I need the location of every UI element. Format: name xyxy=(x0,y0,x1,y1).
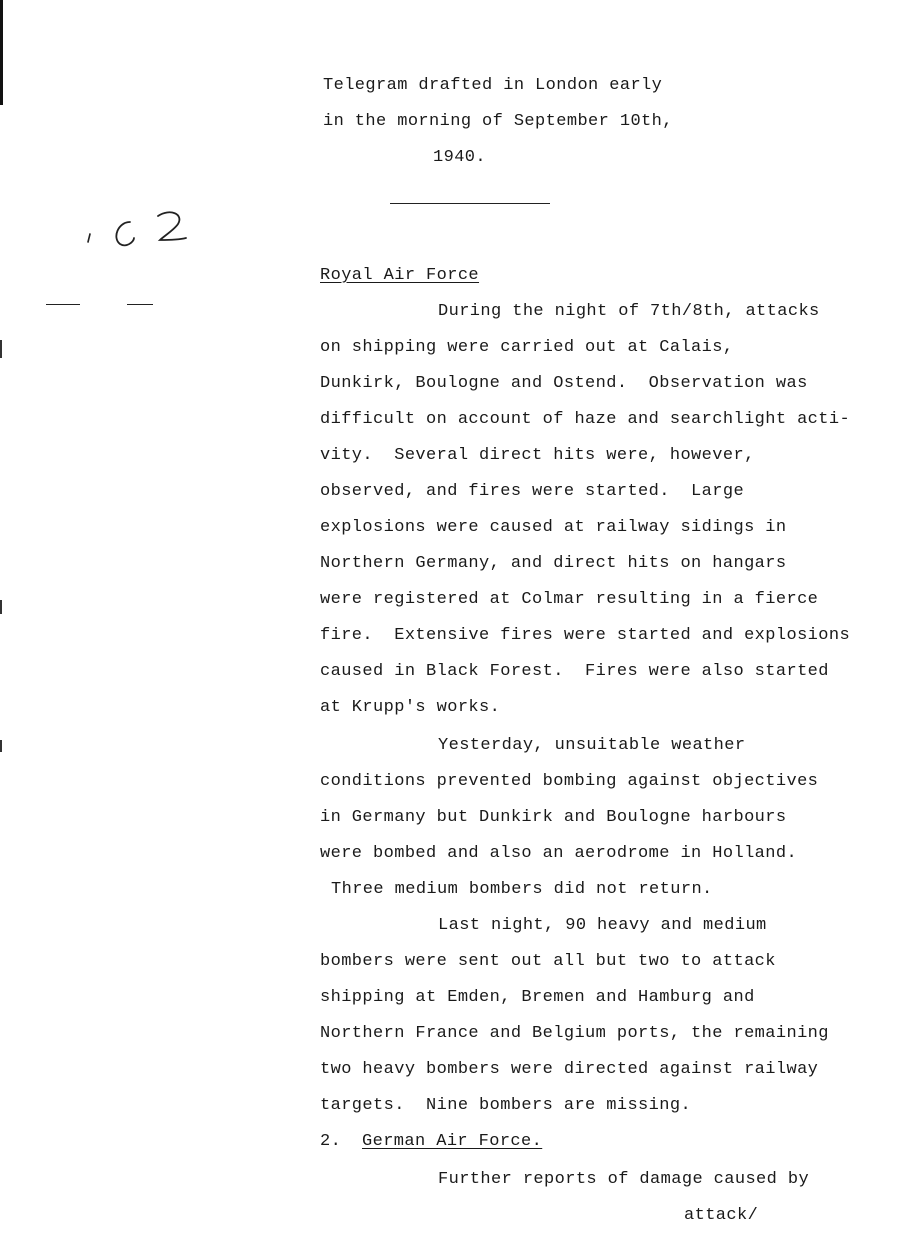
paragraph-line: Three medium bombers did not return. xyxy=(331,880,713,899)
paragraph-line: bombers were sent out all but two to attack xyxy=(320,952,776,971)
paragraph-line: Northern France and Belgium ports, the remaining xyxy=(320,1024,829,1043)
header-line-2: in the morning of September 10th, xyxy=(323,112,673,131)
paragraph-line: were registered at Colmar resulting in a fierce xyxy=(320,590,819,609)
paragraph-line: were bombed and also an aerodrome in Holland. xyxy=(320,844,798,863)
paragraph-line: at Krupp's works. xyxy=(320,698,501,717)
paragraph-line: Northern Germany, and direct hits on hangars xyxy=(320,554,787,573)
page-edge-mark xyxy=(0,740,2,752)
header-line-3: 1940. xyxy=(433,148,487,167)
header-divider xyxy=(390,203,550,204)
paragraph-line: targets. Nine bombers are missing. xyxy=(320,1096,692,1115)
paragraph-line: vity. Several direct hits were, however, xyxy=(320,446,755,465)
paragraph-line: Further reports of damage caused by xyxy=(438,1170,810,1189)
page-edge-mark xyxy=(0,340,2,358)
page-edge-mark xyxy=(0,600,2,614)
paragraph-line: caused in Black Forest. Fires were also started xyxy=(320,662,829,681)
paragraph-line: explosions were caused at railway sidings in xyxy=(320,518,787,537)
paragraph-line: During the night of 7th/8th, attacks xyxy=(438,302,820,321)
margin-rule xyxy=(127,304,153,305)
section-heading-raf: Royal Air Force xyxy=(320,266,480,285)
margin-rule xyxy=(46,304,80,305)
paragraph-line: difficult on account of haze and searchlight acti- xyxy=(320,410,851,429)
paragraph-line: conditions prevented bombing against objectives xyxy=(320,772,819,791)
paragraph-line: fire. Extensive fires were started and explosions xyxy=(320,626,851,645)
paragraph-line: shipping at Emden, Bremen and Hamburg and xyxy=(320,988,755,1007)
paragraph-line: Last night, 90 heavy and medium xyxy=(438,916,767,935)
section-heading-gaf: German Air Force. xyxy=(362,1132,543,1151)
paragraph-line: in Germany but Dunkirk and Boulogne harbours xyxy=(320,808,787,827)
paragraph-line: two heavy bombers were directed against railway xyxy=(320,1060,819,1079)
paragraph-line: on shipping were carried out at Calais, xyxy=(320,338,734,357)
section-number: 2. xyxy=(320,1132,342,1151)
paragraph-line: Dunkirk, Boulogne and Ostend. Observation was xyxy=(320,374,808,393)
paragraph-line: observed, and fires were started. Large xyxy=(320,482,745,501)
catchword: attack/ xyxy=(684,1206,759,1225)
header-line-1: Telegram drafted in London early xyxy=(323,76,663,95)
page-edge-shadow xyxy=(0,0,3,105)
paragraph-line: Yesterday, unsuitable weather xyxy=(438,736,746,755)
handwritten-number-mark-icon xyxy=(78,200,198,260)
